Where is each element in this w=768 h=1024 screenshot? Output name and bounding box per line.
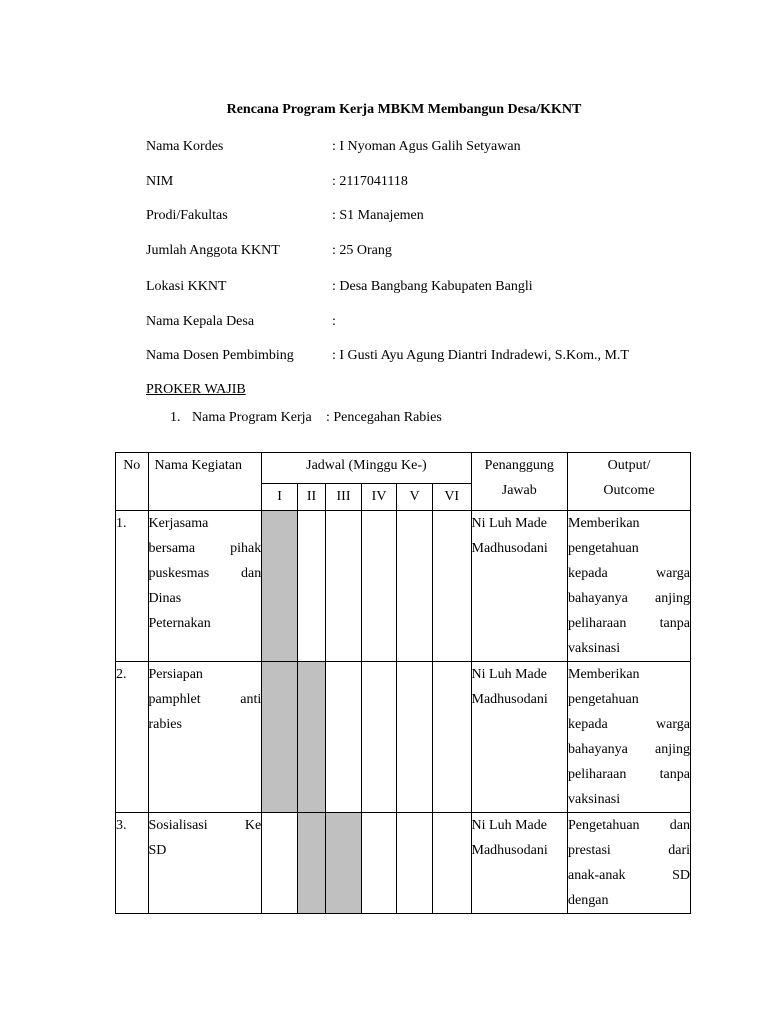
header-output-line: Output/: [607, 458, 651, 473]
output-line: kepada warga: [568, 717, 690, 732]
table-row: [116, 511, 691, 662]
activity-cell: [148, 813, 262, 914]
output-cell: [568, 662, 691, 813]
table-header-row: [116, 453, 691, 484]
header-output: [568, 453, 691, 511]
info-value: : 25 Orang: [332, 243, 392, 258]
info-label: Lokasi KKNT: [146, 279, 227, 294]
activity-line: Sosialisasi Ke: [148, 818, 262, 833]
header-pic-line: Jawab: [501, 483, 537, 498]
pic-line: Ni Luh Made: [471, 818, 547, 833]
week-header: IV: [361, 484, 397, 511]
pic-line: Madhusodani: [471, 541, 548, 556]
week-cell: [361, 511, 397, 662]
document-title: Rencana Program Kerja MBKM Membangun Desa/KKNT: [226, 102, 582, 117]
output-line: vaksinasi: [568, 641, 621, 656]
output-line: peliharaan tanpa: [568, 767, 690, 782]
week-cell: [297, 813, 325, 914]
output-line: peliharaan tanpa: [568, 616, 690, 631]
section-heading: PROKER WAJIB: [146, 382, 246, 397]
header-schedule: Jadwal (Minggu Ke-): [262, 453, 471, 484]
activity-line: Persiapan: [148, 667, 203, 682]
info-value: : Desa Bangbang Kabupaten Bangli: [332, 279, 533, 294]
info-label: Nama Kepala Desa: [146, 314, 255, 329]
info-label: Jumlah Anggota KKNT: [146, 243, 280, 258]
week-header: III: [326, 484, 362, 511]
pic-cell: [471, 813, 568, 914]
week-cell: [361, 662, 397, 813]
output-line: bahayanya anjing: [568, 742, 690, 757]
week-cell: [326, 813, 362, 914]
week-cell: [432, 662, 471, 813]
activity-line: Kerjasama: [148, 516, 209, 531]
week-header: VI: [432, 484, 471, 511]
info-value: : I Gusti Ayu Agung Diantri Indradewi, S.Kom., M.T: [332, 348, 629, 363]
output-line: Memberikan: [568, 516, 640, 531]
pic-line: Madhusodani: [471, 692, 548, 707]
output-line: anak-anak SD: [568, 868, 690, 883]
week-header: I: [262, 484, 298, 511]
week-cell: [262, 662, 298, 813]
week-cell: [397, 813, 433, 914]
output-line: pengetahuan: [568, 541, 639, 556]
header-no: No: [116, 453, 149, 511]
week-cell: [397, 511, 433, 662]
program-number: 1.: [170, 410, 181, 425]
activity-line: pamphlet anti: [148, 692, 262, 707]
header-pic: [471, 453, 568, 511]
output-cell: [568, 511, 691, 662]
table-row: [116, 662, 691, 813]
schedule-table: [115, 452, 691, 914]
activity-line: puskesmas dan: [148, 566, 262, 581]
activity-line: SD: [148, 843, 167, 858]
pic-line: Madhusodani: [471, 843, 548, 858]
header-activity: Nama Kegiatan: [148, 453, 262, 511]
output-line: Memberikan: [568, 667, 640, 682]
week-cell: [432, 813, 471, 914]
week-cell: [262, 813, 298, 914]
activity-cell: [148, 511, 262, 662]
week-cell: [326, 511, 362, 662]
info-value: : S1 Manajemen: [332, 208, 424, 223]
week-cell: [297, 511, 325, 662]
info-label: NIM: [146, 174, 174, 189]
week-header: II: [297, 484, 325, 511]
activity-line: rabies: [148, 717, 182, 732]
week-header: V: [397, 484, 433, 511]
header-output-line: Outcome: [603, 483, 655, 498]
output-line: Pengetahuan dan: [568, 818, 690, 833]
row-number: 3.: [116, 813, 149, 914]
week-cell: [397, 662, 433, 813]
activity-line: Dinas: [148, 591, 182, 606]
output-line: kepada warga: [568, 566, 690, 581]
header-pic-line: Penanggung: [484, 458, 554, 473]
week-cell: [297, 662, 325, 813]
pic-cell: [471, 662, 568, 813]
week-cell: [326, 662, 362, 813]
pic-line: Ni Luh Made: [471, 516, 547, 531]
output-line: pengetahuan: [568, 692, 639, 707]
row-number: 2.: [116, 662, 149, 813]
output-line: vaksinasi: [568, 792, 621, 807]
output-line: bahayanya anjing: [568, 591, 690, 606]
program-value: : Pencegahan Rabies: [326, 410, 442, 425]
activity-line: bersama pihak: [148, 541, 262, 556]
program-label: Nama Program Kerja: [192, 410, 312, 425]
info-label: Prodi/Fakultas: [146, 208, 228, 223]
pic-cell: [471, 511, 568, 662]
activity-line: Peternakan: [148, 616, 211, 631]
info-value: : I Nyoman Agus Galih Setyawan: [332, 139, 521, 154]
output-line: dengan: [568, 893, 609, 908]
table-row: [116, 813, 691, 914]
info-label: Nama Kordes: [146, 139, 224, 154]
info-value: : 2117041118: [332, 174, 408, 189]
info-value: :: [332, 314, 336, 329]
week-cell: [432, 511, 471, 662]
row-number: 1.: [116, 511, 149, 662]
activity-cell: [148, 662, 262, 813]
output-cell: [568, 813, 691, 914]
info-label: Nama Dosen Pembimbing: [146, 348, 294, 363]
week-cell: [361, 813, 397, 914]
output-line: prestasi dari: [568, 843, 690, 858]
pic-line: Ni Luh Made: [471, 667, 547, 682]
week-cell: [262, 511, 298, 662]
